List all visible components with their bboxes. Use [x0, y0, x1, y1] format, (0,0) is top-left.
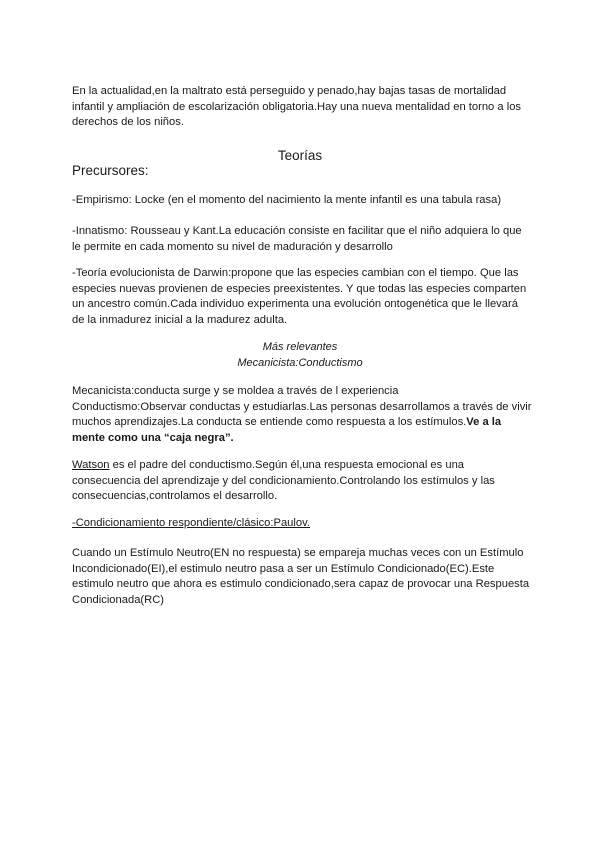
- intro-paragraph: En la actualidad,en la maltrato está perseguido y penado,hay bajas tasas de mortalidad infantil y ampliación de escolarización obligatoria.Hay una nueva mentalidad en torno a los derechos de los niños.: [72, 85, 522, 128]
- mas-relevantes-heading: Más relevantes: [262, 341, 338, 353]
- innatismo-paragraph: -Innatismo: Rousseau y Kant.La educación consiste en facilitar que el niño adquiera lo que le permite en cada momento su nivel de maduración y desarrollo: [72, 225, 522, 253]
- watson-paragraph: [72, 458, 532, 505]
- mecanicista-paragraph: [72, 384, 532, 446]
- mecanicista-conductismo-heading: Mecanicista:Conductismo: [237, 357, 363, 369]
- precursores-heading: Precursores:: [72, 163, 149, 178]
- empirismo-paragraph: -Empirismo: Locke (en el momento del nacimiento la mente infantil es una tabula rasa): [72, 194, 502, 206]
- watson-name: Watson: [72, 459, 110, 471]
- condicionamiento-heading: -Condicionamiento respondiente/clásico:Paulov.: [72, 517, 310, 529]
- condicionamiento-paragraph: Cuando un Estímulo Neutro(EN no respuesta) se empareja muchas veces con un Estímulo Incondicionado(EI),el estimulo neutro pasa a ser un Estímulo Condicionado(EC).Este estimulo neutro que ahora es estimulo condicionado,sera capaz de provocar una Respuesta Condicionada(RC): [72, 547, 530, 606]
- caja-negra-emphasis: Ve a la mente como una “caja negra”.: [72, 416, 502, 444]
- evolucionista-paragraph: -Teoría evolucionista de Darwin:propone que las especies cambian con el tiempo. Que las especies nuevas provienen de especies preexistentes. Y que todas las especies comparten un ancestro común.Cada individuo experimenta una evolución ontogenética que le llevará de la inmadurez inicial a la madurez adulta.: [72, 267, 527, 326]
- conductismo-definition: Conductismo:Observar conductas y estudiarlas.Las personas desarrollamos a través de vivir muchos aprendizajes.La conducta se entiende como respuesta a los estímulos.: [72, 400, 532, 428]
- mecanicista-definition: Mecanicista:conducta surge y se moldea a través de l experiencia: [72, 385, 399, 397]
- watson-text: es el padre del conductismo.Según él,una respuesta emocional es una consecuencia del aprendizaje y del condicionamiento.Controlando los estímulos y las consecuencias,controlamos el desarrollo.: [72, 459, 495, 502]
- section-title: Teorías: [277, 148, 323, 163]
